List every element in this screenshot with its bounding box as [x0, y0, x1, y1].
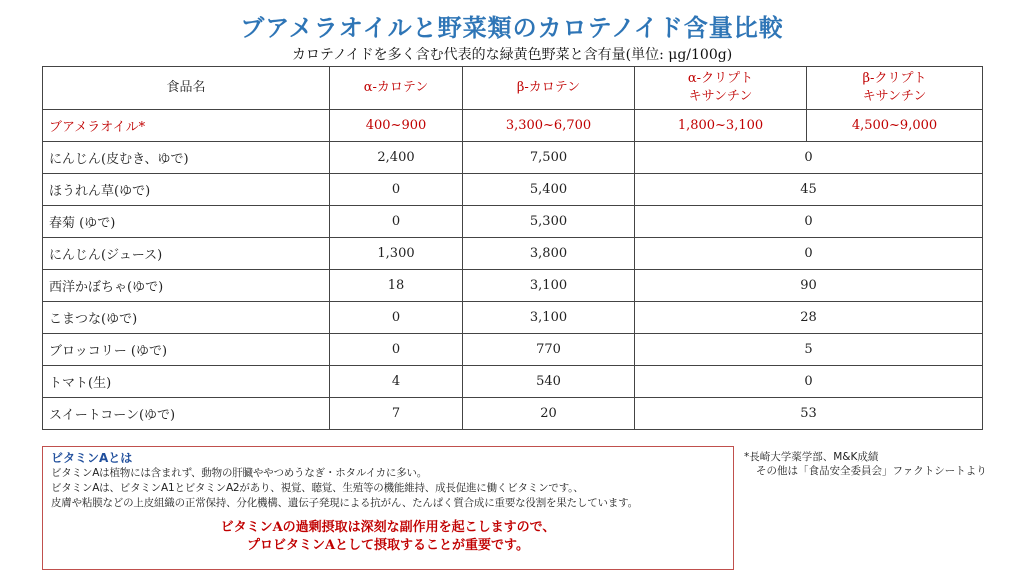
vitamin-a-warning: [51, 519, 725, 555]
header-alpha-cryptoxanthin-line2: キサンチン: [688, 89, 753, 104]
source-note-line-2: その他は「食品安全委員会」ファクトシートより: [756, 465, 987, 477]
food-name: トマト(生): [43, 366, 330, 398]
beta-carotene-value: 20: [463, 398, 635, 430]
alpha-carotene-value: 4: [330, 366, 463, 398]
featured-beta-carotene: 3,300~6,700: [463, 110, 635, 142]
page-subtitle: カロテノイドを多く含む代表的な緑黄色野菜と含有量(単位: μg/100g): [291, 47, 733, 63]
page-title: ブアメラオイルと野菜類のカロテノイド含量比較: [240, 13, 784, 42]
alpha-carotene-value: 0: [330, 174, 463, 206]
alpha-carotene-value: 2,400: [330, 142, 463, 174]
alpha-carotene-value: 0: [330, 334, 463, 366]
vitamin-a-line-2: ビタミンAは、ビタミンA1とビタミンA2があり、視覚、聴覚、生殖等の機能維持、成長促進に働くビタミンです。、: [51, 482, 584, 494]
featured-food: ブアメラオイル*: [43, 110, 330, 142]
header-alpha-cryptoxanthin-line1: α-クリプト: [687, 71, 754, 86]
food-name: にんじん(ジュース): [43, 238, 330, 270]
beta-carotene-value: 5,400: [463, 174, 635, 206]
beta-carotene-value: 3,100: [463, 270, 635, 302]
cryptoxanthin-value: 5: [635, 334, 983, 366]
beta-carotene-value: 3,100: [463, 302, 635, 334]
carotenoid-table: [42, 66, 983, 430]
header-beta-cryptoxanthin-line1: β-クリプト: [862, 71, 927, 86]
cryptoxanthin-value: 0: [635, 238, 983, 270]
vitamin-a-line-1: ビタミンAは植物には含まれず、動物の肝臓ややつめうなぎ・ホタルイカに多い。: [51, 467, 428, 479]
cryptoxanthin-value: 53: [635, 398, 983, 430]
beta-carotene-value: 7,500: [463, 142, 635, 174]
table-row: [43, 238, 983, 270]
header-alpha-carotene: α-カロテン: [330, 67, 463, 110]
table-header-row: [43, 67, 983, 110]
table-row: [43, 270, 983, 302]
cryptoxanthin-value: 0: [635, 206, 983, 238]
header-beta-cryptoxanthin-line2: キサンチン: [862, 89, 927, 104]
table-row: [43, 302, 983, 334]
vitamin-a-warning-line-2: プロビタミンAとして摂取することが重要です。: [246, 538, 530, 553]
beta-carotene-value: 3,800: [463, 238, 635, 270]
vitamin-a-heading: ビタミンAとは: [51, 451, 133, 465]
food-name: にんじん(皮むき、ゆで): [43, 142, 330, 174]
alpha-carotene-value: 7: [330, 398, 463, 430]
alpha-carotene-value: 0: [330, 302, 463, 334]
food-name: ブロッコリー (ゆで): [43, 334, 330, 366]
featured-alpha-cryptoxanthin: 1,800~3,100: [635, 110, 807, 142]
vitamin-a-warning-line-1: ビタミンAの過剰摂取は深刻な副作用を起こしますので、: [220, 520, 556, 535]
food-name: 西洋かぼちゃ(ゆで): [43, 270, 330, 302]
cryptoxanthin-value: 28: [635, 302, 983, 334]
alpha-carotene-value: 18: [330, 270, 463, 302]
cryptoxanthin-value: 45: [635, 174, 983, 206]
header-beta-carotene: β-カロテン: [463, 67, 635, 110]
header-beta-cryptoxanthin: [807, 67, 983, 110]
food-name: スイートコーン(ゆで): [43, 398, 330, 430]
food-name: ほうれん草(ゆで): [43, 174, 330, 206]
table-row: [43, 174, 983, 206]
header-food: 食品名: [43, 67, 330, 110]
source-note-line-1: *長崎大学薬学部、M&K成績: [744, 451, 879, 463]
food-name: 春菊 (ゆで): [43, 206, 330, 238]
vitamin-a-line-3: 皮膚や粘膜などの上皮組織の正常保持、分化機構、遺伝子発現による抗がん、たんぱく質合成に重要な役割を果たしています。: [51, 497, 638, 509]
vitamin-a-info-box: [42, 446, 734, 570]
featured-row: [43, 110, 983, 142]
table-row: [43, 142, 983, 174]
food-name: こまつな(ゆで): [43, 302, 330, 334]
alpha-carotene-value: 1,300: [330, 238, 463, 270]
featured-beta-cryptoxanthin: 4,500~9,000: [807, 110, 983, 142]
table-row: [43, 398, 983, 430]
table-row: [43, 334, 983, 366]
table-row: [43, 366, 983, 398]
featured-alpha-carotene: 400~900: [330, 110, 463, 142]
cryptoxanthin-value: 0: [635, 142, 983, 174]
alpha-carotene-value: 0: [330, 206, 463, 238]
cryptoxanthin-value: 0: [635, 366, 983, 398]
table-row: [43, 206, 983, 238]
cryptoxanthin-value: 90: [635, 270, 983, 302]
source-note: [744, 450, 1014, 478]
beta-carotene-value: 770: [463, 334, 635, 366]
beta-carotene-value: 5,300: [463, 206, 635, 238]
beta-carotene-value: 540: [463, 366, 635, 398]
header-alpha-cryptoxanthin: [635, 67, 807, 110]
